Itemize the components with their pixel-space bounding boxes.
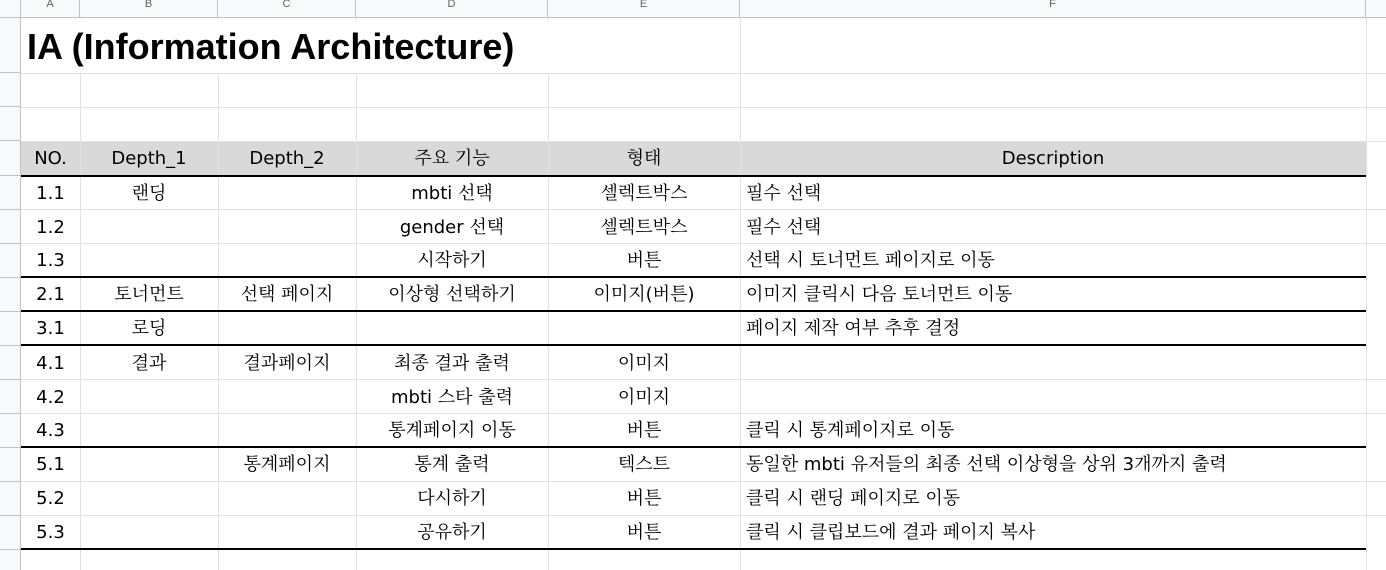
cell-description[interactable]: 필수 선택 bbox=[746, 217, 822, 238]
column-header-bar bbox=[0, 0, 1386, 18]
cell-no[interactable]: 4.1 bbox=[36, 353, 65, 374]
row-header[interactable] bbox=[0, 141, 21, 176]
header-no[interactable]: NO. bbox=[34, 148, 67, 169]
cell-depth2[interactable]: 통계페이지 bbox=[243, 454, 331, 475]
cell-depth2[interactable] bbox=[218, 516, 356, 550]
cell-type[interactable]: 이미지 bbox=[617, 387, 671, 408]
cell-feature[interactable]: mbti 선택 bbox=[411, 183, 493, 204]
cell-description[interactable]: 페이지 제작 여부 추후 결정 bbox=[746, 318, 961, 339]
cell-description[interactable]: 클릭 시 클립보드에 결과 페이지 복사 bbox=[746, 522, 1036, 543]
cell-depth2[interactable] bbox=[218, 414, 356, 448]
header-depth1[interactable]: Depth_1 bbox=[111, 148, 187, 169]
cell-feature[interactable]: 공유하기 bbox=[417, 522, 487, 543]
row-header-bar bbox=[0, 18, 21, 570]
cell-depth1[interactable]: 로딩 bbox=[131, 318, 167, 339]
grid-line bbox=[1366, 18, 1367, 570]
cell-type[interactable] bbox=[548, 312, 740, 346]
cell-type[interactable]: 셀렉트박스 bbox=[600, 183, 688, 204]
cell-feature[interactable] bbox=[356, 312, 548, 346]
column-header-c[interactable]: C bbox=[218, 0, 356, 17]
cell-depth1[interactable]: 결과 bbox=[131, 353, 167, 374]
cell-feature[interactable]: 최종 결과 출력 bbox=[394, 353, 510, 374]
column-header-f[interactable]: F bbox=[740, 0, 1366, 17]
cell-description[interactable]: 이미지 클릭시 다음 토너먼트 이동 bbox=[746, 284, 1013, 305]
header-description[interactable]: Description bbox=[1001, 148, 1105, 169]
row-header[interactable] bbox=[0, 380, 21, 414]
cell-description[interactable]: 필수 선택 bbox=[746, 183, 822, 204]
cell-no[interactable]: 1.3 bbox=[36, 250, 65, 271]
column-header-g[interactable] bbox=[1366, 0, 1386, 17]
cell-type[interactable]: 셀렉트박스 bbox=[600, 217, 688, 238]
cell-description[interactable]: 클릭 시 랜딩 페이지로 이동 bbox=[746, 488, 961, 509]
column-header-d[interactable]: D bbox=[356, 0, 548, 17]
cell-depth1[interactable] bbox=[80, 516, 218, 550]
row-header[interactable] bbox=[0, 312, 21, 346]
cell-depth1[interactable] bbox=[80, 381, 218, 415]
cell-no[interactable]: 5.1 bbox=[36, 454, 65, 475]
cell-depth1[interactable] bbox=[80, 482, 218, 516]
cell-no[interactable]: 2.1 bbox=[36, 284, 65, 305]
grid-line bbox=[21, 73, 1386, 74]
cell-feature[interactable]: gender 선택 bbox=[399, 217, 505, 238]
row-header[interactable] bbox=[0, 244, 21, 278]
row-header[interactable] bbox=[0, 176, 21, 210]
cell-depth1[interactable]: 랜딩 bbox=[131, 183, 167, 204]
cell-depth2[interactable] bbox=[218, 312, 356, 346]
page-title: IA (Information Architecture) bbox=[27, 26, 515, 67]
select-all-corner[interactable] bbox=[0, 0, 21, 17]
cell-description[interactable]: 동일한 mbti 유저들의 최종 선택 이상형을 상위 3개까지 출력 bbox=[746, 454, 1227, 475]
header-feature[interactable]: 주요 기능 bbox=[414, 148, 490, 169]
cell-no[interactable]: 1.1 bbox=[36, 183, 65, 204]
column-header-b[interactable]: B bbox=[80, 0, 218, 17]
cell-type[interactable]: 버튼 bbox=[626, 488, 662, 509]
row-header[interactable] bbox=[0, 18, 21, 73]
cell-no[interactable]: 4.2 bbox=[36, 387, 65, 408]
cell-depth2[interactable]: 결과페이지 bbox=[243, 353, 331, 374]
cell-type[interactable]: 버튼 bbox=[626, 522, 662, 543]
row-header[interactable] bbox=[0, 414, 21, 448]
cell-feature[interactable]: 통계 출력 bbox=[414, 454, 490, 475]
cell-depth2[interactable] bbox=[218, 211, 356, 245]
cell-depth1[interactable] bbox=[80, 244, 218, 278]
cell-description[interactable] bbox=[746, 381, 1364, 415]
cell-description[interactable] bbox=[746, 347, 1364, 381]
cell-description[interactable]: 선택 시 토너먼트 페이지로 이동 bbox=[746, 250, 995, 271]
cell-feature[interactable]: mbti 스타 출력 bbox=[390, 387, 513, 408]
cell-type[interactable]: 버튼 bbox=[626, 420, 662, 441]
cell-depth2[interactable] bbox=[218, 177, 356, 211]
cell-feature[interactable]: 다시하기 bbox=[417, 488, 487, 509]
row-header[interactable] bbox=[0, 448, 21, 482]
cell-depth1[interactable] bbox=[80, 448, 218, 482]
row-header[interactable] bbox=[0, 73, 21, 107]
grid-line bbox=[740, 18, 741, 570]
cell-depth2[interactable] bbox=[218, 381, 356, 415]
row-header[interactable] bbox=[0, 210, 21, 244]
cell-feature[interactable]: 시작하기 bbox=[417, 250, 487, 271]
cell-no[interactable]: 3.1 bbox=[36, 318, 65, 339]
row-header[interactable] bbox=[0, 550, 21, 570]
header-type[interactable]: 형태 bbox=[626, 148, 662, 169]
cell-depth2[interactable] bbox=[218, 482, 356, 516]
cell-no[interactable]: 5.3 bbox=[36, 522, 65, 543]
header-depth2[interactable]: Depth_2 bbox=[249, 148, 325, 169]
cell-description[interactable]: 클릭 시 통계페이지로 이동 bbox=[746, 420, 955, 441]
cell-type[interactable]: 이미지 bbox=[617, 353, 671, 374]
column-header-a[interactable]: A bbox=[21, 0, 80, 17]
cell-depth2[interactable]: 선택 페이지 bbox=[240, 284, 334, 305]
cell-type[interactable]: 버튼 bbox=[626, 250, 662, 271]
cell-no[interactable]: 1.2 bbox=[36, 217, 65, 238]
row-header[interactable] bbox=[0, 346, 21, 380]
column-header-e[interactable]: E bbox=[548, 0, 740, 17]
cell-no[interactable]: 5.2 bbox=[36, 488, 65, 509]
row-header[interactable] bbox=[0, 482, 21, 516]
row-header[interactable] bbox=[0, 516, 21, 550]
row-header[interactable] bbox=[0, 278, 21, 312]
cell-depth1[interactable]: 토너먼트 bbox=[114, 284, 184, 305]
cell-type[interactable]: 이미지(버튼) bbox=[593, 284, 695, 305]
cell-depth1[interactable] bbox=[80, 211, 218, 245]
cell-feature[interactable]: 통계페이지 이동 bbox=[388, 420, 516, 441]
cell-no[interactable]: 4.3 bbox=[36, 420, 65, 441]
cell-depth2[interactable] bbox=[218, 244, 356, 278]
grid-line bbox=[21, 107, 1386, 108]
cell-depth1[interactable] bbox=[80, 414, 218, 448]
cell-type[interactable]: 텍스트 bbox=[617, 454, 671, 475]
row-header[interactable] bbox=[0, 107, 21, 141]
cell-feature[interactable]: 이상형 선택하기 bbox=[388, 284, 516, 305]
